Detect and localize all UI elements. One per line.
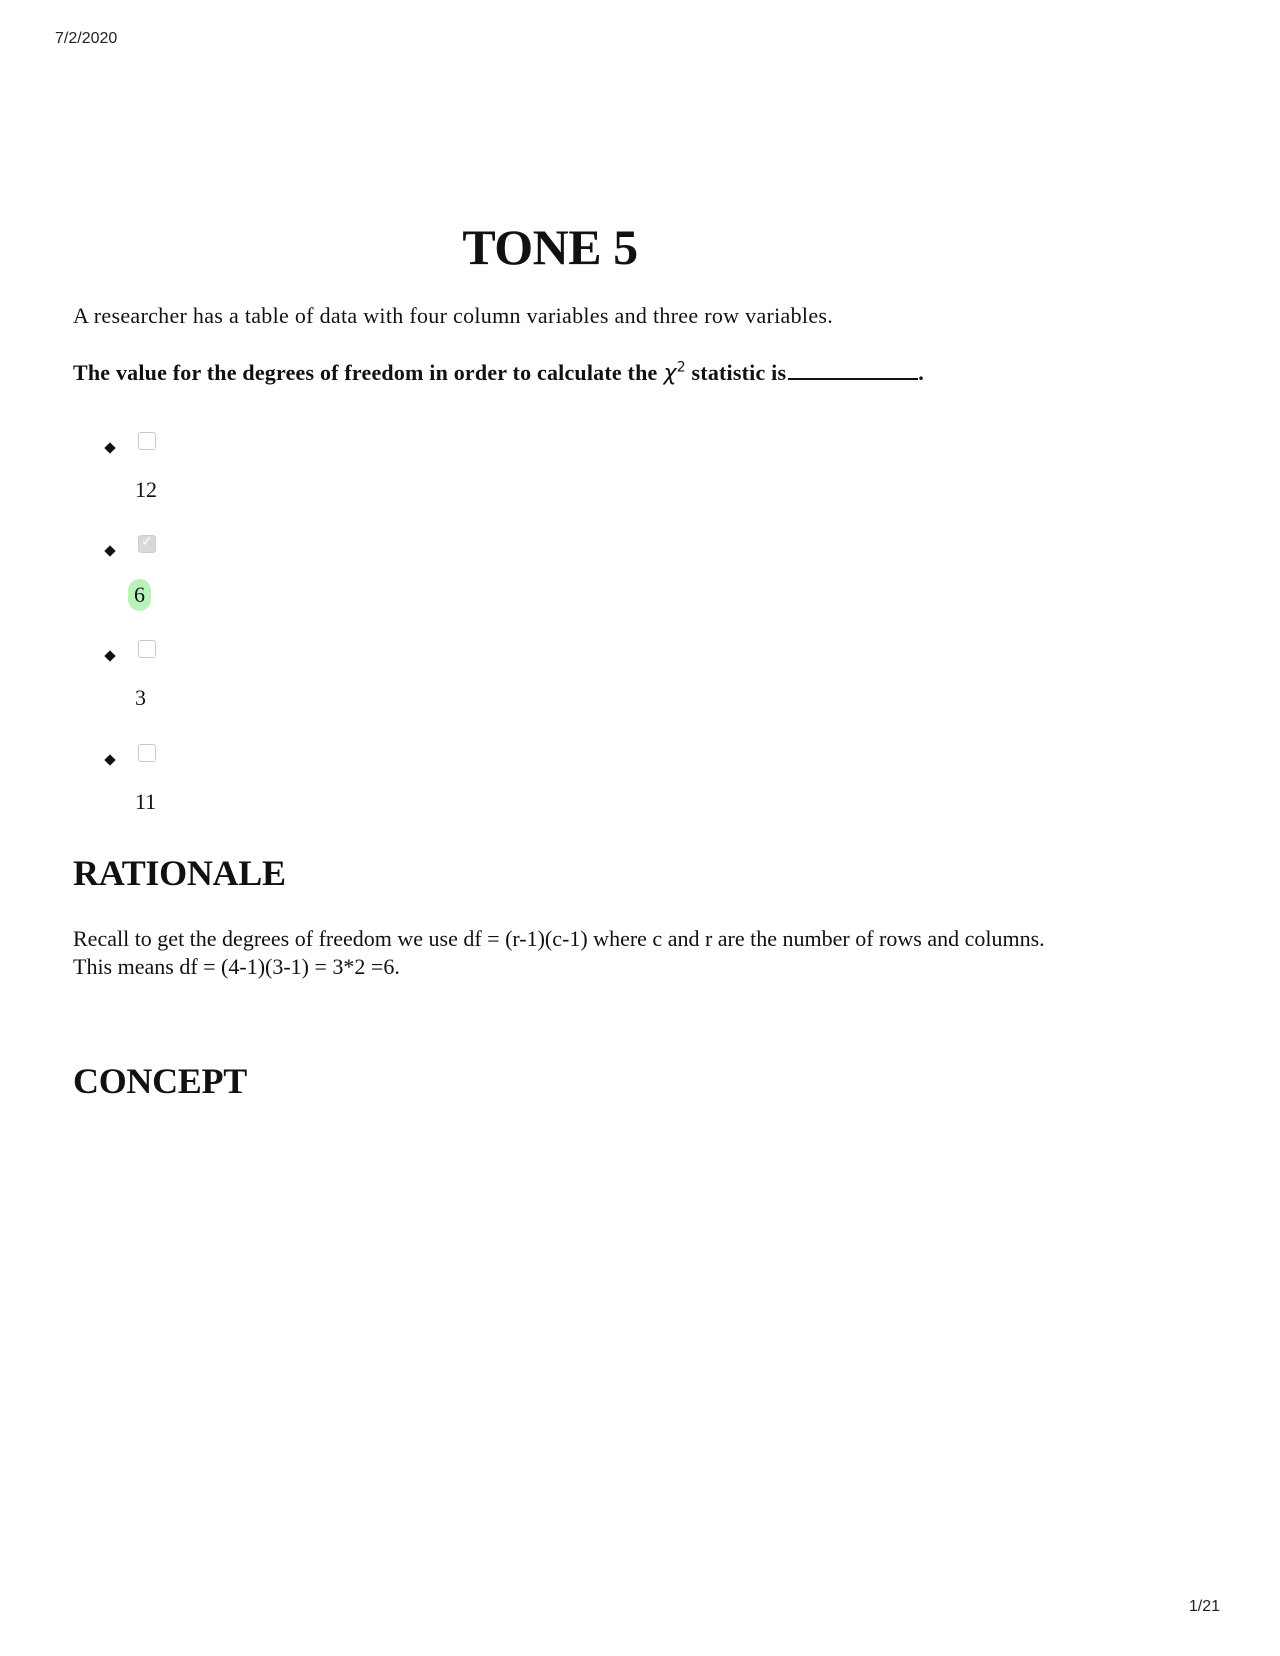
checkmark-icon: ✓ [141,534,153,550]
option-checkbox[interactable] [138,640,156,658]
answer-option[interactable] [0,640,400,740]
header-date: 7/2/2020 [55,30,118,47]
concept-heading: CONCEPT [73,1061,247,1101]
option-label: 12 [135,477,157,502]
option-checkbox[interactable] [138,535,156,553]
answer-option[interactable] [0,535,400,635]
rationale-line-1: Recall to get the degrees of freedom we use df = (r-1)(c-1) where c and r are the number of rows and columns. [73,926,1045,951]
bullet-icon [104,442,115,453]
question-prefix: The value for the degrees of freedom in order to calculate the [73,360,658,385]
option-label: 3 [135,685,146,710]
chi-squared-symbol [664,361,686,386]
option-checkbox[interactable] [138,744,156,762]
question-suffix: statistic is [691,360,787,385]
bullet-icon [104,650,115,661]
rationale-heading: RATIONALE [73,853,286,893]
question-end: . [918,360,924,385]
rationale-text [73,925,1223,981]
answer-option[interactable] [0,432,400,532]
answer-blank [788,358,918,380]
option-label-correct: 6 [128,579,151,611]
bullet-icon [104,545,115,556]
chi-superscript: 2 [676,359,686,376]
chi-symbol: χ [663,361,677,386]
rationale-line-2: This means df = (4-1)(3-1) = 3*2 =6. [73,954,400,979]
option-label: 11 [135,789,157,814]
question-intro: A researcher has a table of data with four column variables and three row variables. [73,303,834,328]
bullet-icon [104,754,115,765]
page-number: 1/21 [1188,1598,1220,1615]
question-text [73,358,924,386]
answer-option[interactable] [0,744,400,844]
option-checkbox[interactable] [138,432,156,450]
page-title: TONE 5 [462,219,638,275]
